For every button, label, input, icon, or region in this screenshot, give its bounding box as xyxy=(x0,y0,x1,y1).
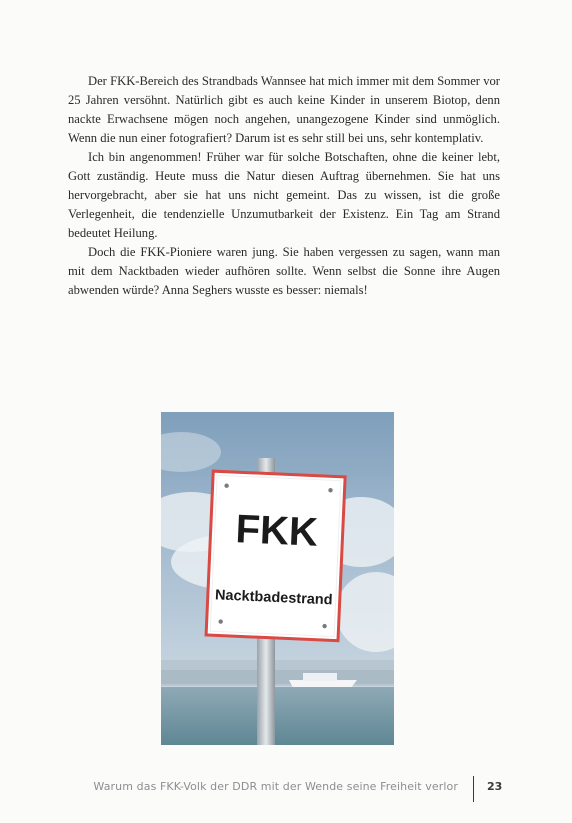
paragraph-3: Doch die FKK-Pioniere waren jung. Sie haben vergessen zu sagen, wann man mit dem Nacktbaden wieder aufhören sollte. Wenn selbst die Sonne ihre Augen abwenden würde? Anna Seghers wusste es besser: niemals! xyxy=(68,245,500,297)
paragraph-2: Ich bin angenommen! Früher war für solche Botschaften, ohne die keiner lebt, Gott zuständig. Heute muss die Natur diesen Auftrag übernehmen. Sie hat uns hervorgebracht, aber sie hat uns nicht gemeint. Das zu wissen, ist die große Verlegenheit, die tendenzielle Unzumutbarkeit der Existenz. Ein Tag am Strand bedeutet Heilung. xyxy=(68,150,500,240)
running-title: Warum das FKK-Volk der DDR mit der Wende seine Freiheit verlor xyxy=(93,780,458,793)
page-number: 23 xyxy=(487,780,503,793)
beach-sign-photo xyxy=(161,412,394,745)
sign-subtitle: Nacktbadestrand xyxy=(214,587,333,609)
page-footer xyxy=(0,776,572,806)
body-text xyxy=(68,72,500,300)
paragraph-1: Der FKK-Bereich des Strandbads Wannsee hat mich immer mit dem Sommer vor 25 Jahren versöhnt. Natürlich gibt es auch keine Kinder in unserem Biotop, denn nackte Erwachsene mögen noch angehen, unangezogene Kinder sind unmöglich. Wenn die nun einer fotografiert? Darum ist es sehr still bei uns, sehr kontemplativ. xyxy=(68,74,500,145)
sign-title: FKK xyxy=(234,507,319,555)
footer-divider xyxy=(473,776,474,802)
